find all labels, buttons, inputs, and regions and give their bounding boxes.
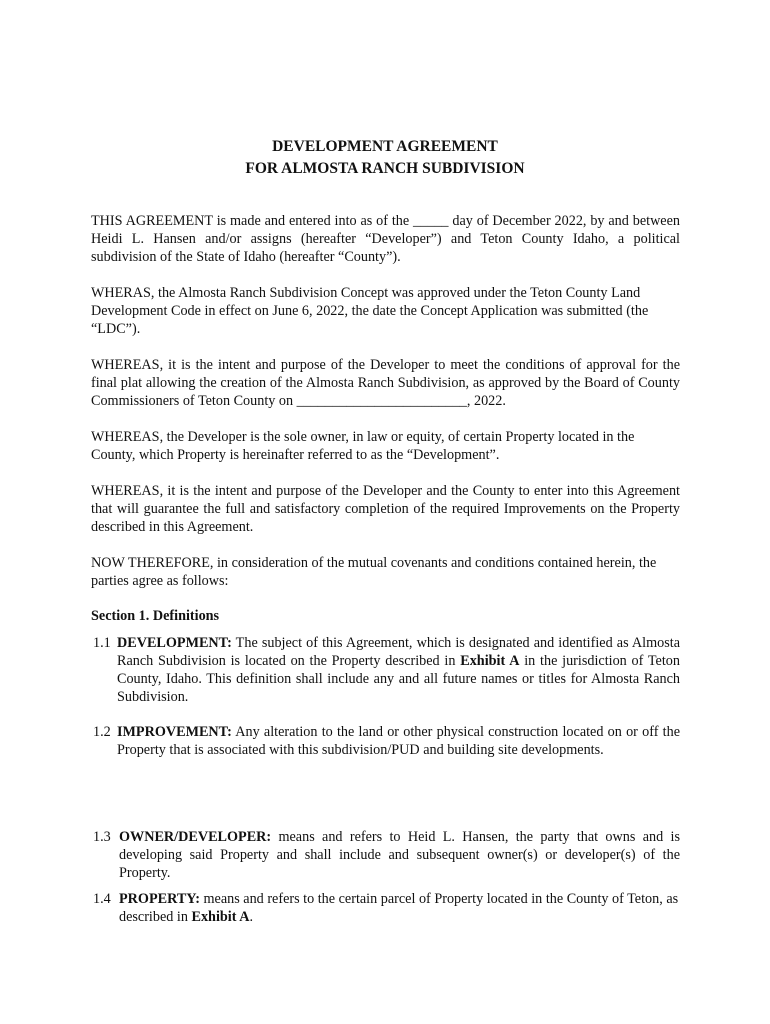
section-1-heading: Section 1. Definitions bbox=[91, 608, 220, 624]
title-line-2: FOR ALMOSTA RANCH SUBDIVISION bbox=[245, 160, 525, 177]
definition-text: The subject of this Agreement, which is designated and identified as Almosta Ranch Subdivision is located on the Property described in bbox=[117, 635, 680, 669]
whereas-paragraph-3: WHEREAS, the Developer is the sole owner, in law or equity, of certain Property located in the County, which Property is hereinafter referred to as the “Development”. bbox=[91, 429, 635, 463]
item-number: 1.4 bbox=[93, 891, 111, 907]
intro-paragraph: THIS AGREEMENT is made and entered into as of the _____ day of December 2022, by and between Heidi L. Hansen and/or assigns (hereafter “Developer”) and Teton County Idaho, a political subdivision of the State of Idaho (hereafter “County”). bbox=[91, 213, 680, 265]
definition-item bbox=[93, 634, 680, 706]
agreement-title bbox=[0, 136, 770, 180]
definition-text: . bbox=[249, 909, 254, 925]
definition-text: means and refers to Heid L. Hansen, the party that owns and is developing said Property and shall include and subsequent owner(s) or developer(s) of the Property. bbox=[119, 829, 680, 881]
term-improvement: IMPROVEMENT: bbox=[117, 724, 232, 740]
title-line-1: DEVELOPMENT AGREEMENT bbox=[272, 138, 498, 155]
whereas-paragraph-2: WHEREAS, it is the intent and purpose of the Developer to meet the conditions of approval for the final plat allowing the creation of the Almosta Ranch Subdivision, as approved by the Board of County Commissioners of Teton County on ________________________, 2022. bbox=[91, 357, 680, 409]
definition-text: means and refers to the certain parcel of Property located in the County of Teton, as described in bbox=[119, 891, 679, 925]
term-property: PROPERTY: bbox=[119, 891, 200, 907]
definition-item bbox=[93, 723, 680, 759]
whereas-paragraph-4: WHEREAS, it is the intent and purpose of the Developer and the County to enter into this Agreement that will guarantee the full and satisfactory completion of the required Improvements on the Property described in this Agreement. bbox=[91, 483, 680, 535]
exhibit-reference: Exhibit A bbox=[460, 653, 520, 669]
definition-item bbox=[93, 828, 680, 882]
whereas-paragraph-1: WHERAS, the Almosta Ranch Subdivision Concept was approved under the Teton County Land Development Code in effect on June 6, 2022, the date the Concept Application was submitted (the “LDC”). bbox=[91, 285, 649, 337]
definition-text: Any alteration to the land or other physical construction located on or off the Property that is associated with this subdivision/PUD and building site developments. bbox=[117, 724, 680, 758]
term-owner-developer: OWNER/DEVELOPER: bbox=[119, 829, 272, 845]
now-therefore-paragraph: NOW THEREFORE, in consideration of the mutual covenants and conditions contained herein, the parties agree as follows: bbox=[91, 555, 657, 589]
item-number: 1.2 bbox=[93, 724, 111, 740]
term-development: DEVELOPMENT: bbox=[117, 635, 232, 651]
item-number: 1.3 bbox=[93, 829, 111, 845]
exhibit-reference: Exhibit A bbox=[191, 909, 250, 925]
definition-text: in the jurisdiction of Teton County, Idaho. This definition shall include any and all future names or titles for Almosta Ranch Subdivision. bbox=[117, 653, 680, 705]
definition-item bbox=[93, 890, 680, 926]
item-number: 1.1 bbox=[93, 635, 111, 651]
